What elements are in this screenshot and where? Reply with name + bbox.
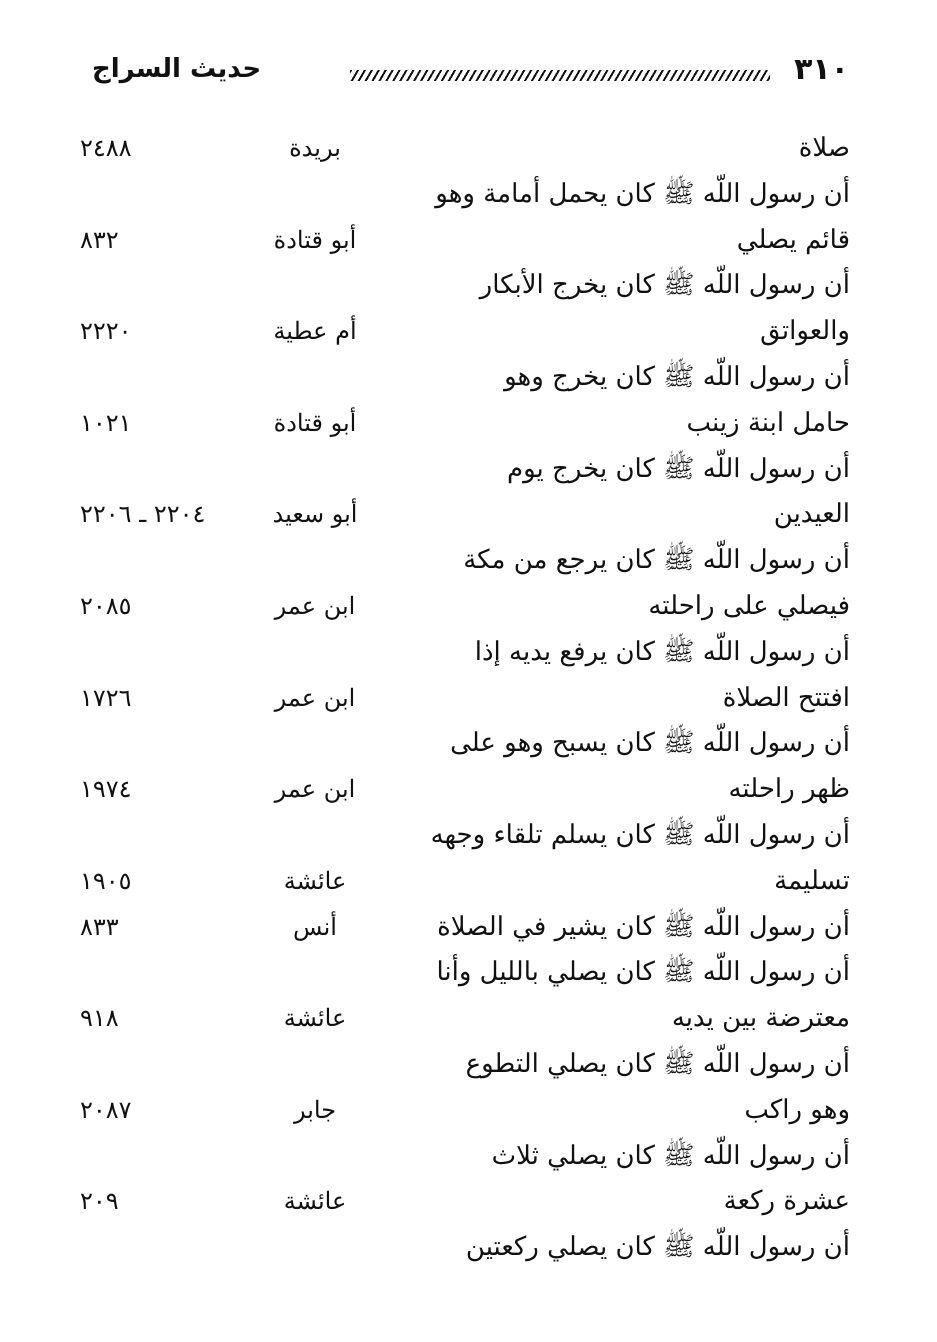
hadith-text xyxy=(436,950,850,1042)
hadith-text xyxy=(437,905,850,951)
index-entry xyxy=(80,905,850,951)
narrator: أبو قتادة xyxy=(273,225,357,254)
hadith-number: ١٧٢٦ xyxy=(80,683,132,712)
narrator: بريدة xyxy=(289,134,341,162)
hadith-text-line: أن رسول اللّه ﷺ كان يصلي بالليل وأنا xyxy=(436,957,850,988)
hadith-text-line: أن رسول اللّه ﷺ كان يرجع من مكة xyxy=(463,545,850,576)
narrator: عائشة xyxy=(283,866,347,895)
hadith-text xyxy=(465,355,850,447)
hadith-text xyxy=(465,447,850,539)
hadith-text-line: أن رسول اللّه ﷺ كان يسلم تلقاء وجهه xyxy=(430,819,850,850)
narrator: أبو سعيد xyxy=(272,500,358,529)
index-entry xyxy=(80,538,850,630)
hadith-text-line: أن رسول اللّه ﷺ كان يصلي ركعتين xyxy=(465,1232,850,1263)
hadith-text-line: وهو راكب xyxy=(744,1094,850,1125)
hadith-text-line: أن رسول اللّه ﷺ كان يخرج يوم xyxy=(507,453,850,484)
index-entry xyxy=(80,172,850,264)
hadith-text-line: أن رسول اللّه ﷺ كان يرفع يديه إذا xyxy=(474,636,850,667)
header-rule xyxy=(350,70,770,81)
narrator: أم عطية xyxy=(273,317,357,346)
page-number: ٣١٠ xyxy=(794,52,849,87)
hadith-text xyxy=(465,630,850,722)
hadith-text-line: تسليمة xyxy=(774,865,850,896)
hadith-text-line: معترضة بين يديه xyxy=(671,1003,850,1034)
index-entry xyxy=(80,355,850,447)
hadith-text-line: ظهر راحلته xyxy=(728,774,850,805)
hadith-text-line: أن رسول اللّه ﷺ كان يخرج وهو xyxy=(504,361,850,392)
index-entry xyxy=(80,447,850,539)
hadith-index-list xyxy=(80,126,850,1271)
hadith-text-line: أن رسول اللّه ﷺ كان يصلي التطوع xyxy=(465,1048,850,1079)
index-entry xyxy=(80,630,850,722)
hadith-number: ٢٤٨٨ xyxy=(80,134,132,162)
hadith-number: ٩١٨ xyxy=(80,1004,119,1033)
narrator: جابر xyxy=(293,1095,337,1124)
hadith-text-line: أن رسول اللّه ﷺ كان يشير في الصلاة xyxy=(437,911,850,942)
index-entry xyxy=(80,126,850,172)
hadith-number xyxy=(80,1225,210,1271)
page-header xyxy=(0,52,937,102)
narrator: ابن عمر xyxy=(274,591,356,620)
hadith-text xyxy=(465,1042,850,1134)
hadith-text xyxy=(465,263,850,355)
hadith-text-line: قائم يصلي xyxy=(736,224,850,255)
hadith-text-line: حامل ابنة زينب xyxy=(686,407,850,438)
hadith-number: ١٩٧٤ xyxy=(80,775,132,804)
hadith-number: ٢٢٠٤ ـ ٢٢٠٦ xyxy=(80,500,206,529)
index-entry xyxy=(90,1225,850,1271)
hadith-text xyxy=(465,126,850,172)
narrator: ابن عمر xyxy=(274,775,356,804)
hadith-text-line: افتتح الصلاة xyxy=(722,682,850,713)
index-entry xyxy=(80,813,850,905)
hadith-number: ٨٣٢ xyxy=(80,225,119,254)
hadith-text-line: أن رسول اللّه ﷺ كان يصلي ثلاث xyxy=(491,1140,850,1171)
narrator: ابن عمر xyxy=(274,683,356,712)
hadith-text xyxy=(465,1225,850,1271)
hadith-text-line: صلاة xyxy=(798,133,850,163)
narrator xyxy=(240,1225,390,1271)
hadith-number: ٨٣٣ xyxy=(80,912,119,941)
hadith-number: ٢٠٩ xyxy=(80,1187,119,1216)
running-title: حديث السراج xyxy=(92,54,262,84)
hadith-text-line: أن رسول اللّه ﷺ كان يسبح وهو على xyxy=(450,728,850,759)
hadith-number: ٢٠٨٥ xyxy=(80,591,132,620)
narrator: أبو قتادة xyxy=(273,408,357,437)
narrator: عائشة xyxy=(283,1004,347,1033)
index-entry xyxy=(80,950,850,1042)
hadith-text xyxy=(465,1134,850,1226)
hadith-text xyxy=(465,538,850,630)
hadith-number: ٢٠٨٧ xyxy=(80,1095,132,1124)
index-entry xyxy=(80,263,850,355)
hadith-text-line: أن رسول اللّه ﷺ كان يخرج الأبكار xyxy=(479,270,850,301)
narrator: عائشة xyxy=(283,1187,347,1216)
index-entry xyxy=(80,1134,850,1226)
hadith-text xyxy=(435,172,850,264)
hadith-text-line: عشرة ركعة xyxy=(723,1186,850,1217)
hadith-text-line: العيدين xyxy=(773,499,850,530)
hadith-text-line: فيصلي على راحلته xyxy=(648,590,850,621)
hadith-number: ١٩٠٥ xyxy=(80,866,132,895)
narrator: أنس xyxy=(293,912,337,941)
hadith-text-line: أن رسول اللّه ﷺ كان يحمل أمامة وهو xyxy=(435,178,850,209)
hadith-text xyxy=(430,813,850,905)
hadith-text xyxy=(450,721,850,813)
hadith-number: ٢٢٢٠ xyxy=(80,317,132,346)
hadith-text-line: والعواتق xyxy=(760,316,850,347)
index-entry xyxy=(80,721,850,813)
hadith-number: ١٠٢١ xyxy=(80,408,132,437)
index-entry xyxy=(80,1042,850,1134)
